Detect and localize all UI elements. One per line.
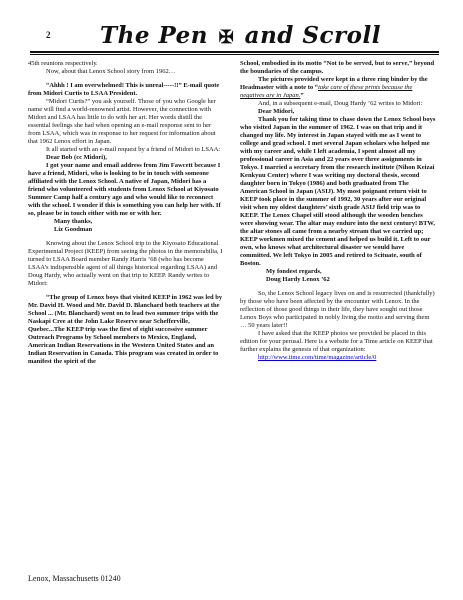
masthead-word-scroll: Scroll — [302, 22, 381, 49]
letter-closing: My fondest regards, — [266, 268, 322, 275]
quote-paragraph: School, embodied in its motto “Not to be served, but to serve,” beyond the boundaries of the campus. — [240, 60, 435, 75]
left-column — [28, 60, 224, 366]
letter-salutation: Dear Bob (cc Midori), — [46, 154, 107, 161]
time-article-link[interactable]: http://www.time.com/time/magazine/article/0 — [258, 354, 377, 361]
quote-paragraph: “Ahhh ! I am overwhelmed! This is unreal-----!!” E-mail quote from Midori Curtis to LSAA President. — [28, 82, 220, 97]
letter-closing: Many thanks, — [54, 218, 93, 225]
paragraph: Knowing about the Lenox School trip to the Kiyosato Educational Experimental Project (KEEP) from seeing the photos in the memorabilia, I turned to LSAA Board member Randy Harris ’68 (who has become LSAA’s indispensible agent of all things historical regarding LSAA) and Doug Hardy, who actually went on that trip to KEEP. Randy writes to Midori: — [28, 240, 223, 287]
paragraph: So, the Lenox School legacy lives on and is resurrected (thankfully) by those who have been affected by the encounter with Lenox. In the reflection of those good things in their life, they have sought out those Lenox Boys who participated in nobly living the motto and serving them … 50 years later!! — [240, 290, 435, 329]
right-column — [240, 60, 436, 362]
cross-emblem-icon: ✠ — [218, 27, 235, 48]
page-number: 2 — [46, 30, 51, 40]
paragraph: “Midori Curtis?” you ask yourself. Those of you who Google her name will find a world-renowned artist. However, the connection with Midori and LSAA has little to do with her art. Her words distill the essential feelings she had when opening an e-mail response sent to her from LSAA, which was in response to her request for information about that 1962 Lenox effort in Japan. — [28, 98, 216, 145]
quote-paragraph: “The group of Lenox boys that visited KEEP in 1962 was led by Mr. David H. Wood and Mr. David D. Blanchard both teachers at the School ... (Mr. Blanchard) went on to lead two summer trips with the Naskapi Cree at the John Lake Reserve near Schefferville, Quebec...The KEEP trip was the first of eight successive summer Outreach Programs by School members to Mexico, England, American Indian Reservations in the Western United States and an Indian Reservation in Canada. This program was created in order to manifest the spirit of the — [28, 294, 223, 365]
letter-body: Thank you for taking time to chase down the Lenox School boys who visited Japan in the summer of 1962. I was on that trip and it changed my life. My interest in Japan stayed with me as I went to college and grad school. I met several Japan scholars who helped me with my career and, while I left academia, I spent almost all my professional career in Asia and 22 years over three assignments in Tokyo. I married a secretary from the research institute (Nihon Keizai Kenkyuu Center) where I was writing my doctoral thesis, second daughter born in Tokyo (1986) and both graduated from The American School in Japan (ASIJ). My most poignant return visit to KEEP took place in the summer of 1992, 30 years after our original visit when my oldest daughters’ sixth grade ASIJ field trip was to KEEP. The Lenox Chapel still stood although the wooden benches were showing wear. The altar may endure into the next century! BTW, the altar stones all came from a nearby stream that we carried up; KEEP workmen mixed the cement and helped us build it. Left to our own, who knows what architectural disaster we would have committed. We left Tokyo in 2005 and retired to Scituate, south of Boston. — [240, 116, 436, 267]
letter-signature: Doug Hardy Lenox ’62 — [266, 276, 330, 283]
masthead-title — [100, 22, 430, 50]
masthead-word-the: The — [100, 22, 150, 49]
masthead-word-pen: Pen — [158, 22, 209, 49]
masthead-word-and: and — [244, 22, 294, 49]
footer-address: Lenox, Massachusetts 01240 — [28, 574, 121, 583]
paragraph: It all started with an e-mail request by a friend of Midori to LSAA: — [46, 146, 221, 153]
paragraph: The pictures provided were kept in a three ring binder by the Headmaster with a note to “take care of these prints because the negatives are in Japan.” — [240, 76, 428, 99]
paragraph: I have asked that the KEEP photos we provided be placed in this edition for your perusal. Here is a website for a Time article on KEEP that further explains the genesis of that organization: — [240, 330, 433, 353]
paragraph: And, in a subsequent e-mail, Doug Hardy ’62 writes to Midori: — [258, 100, 423, 107]
letter-salutation: Dear Midori, — [258, 108, 295, 115]
masthead-rule-thin — [30, 54, 439, 55]
paragraph: Now, about that Lenox School story from 1962… — [46, 68, 176, 75]
paragraph: 45th reunions respectively. — [28, 60, 98, 67]
letter-body: I got your name and email address from Jim Fawcett because I have a friend, Midori, who is looking to be in touch with someone affiliated with the Lenox School. A native of Japan, Midori has a friend who volunteered with students from Lenox School at Kiyosato Summer Camp half a century ago and who would like to reconnect with the school. I wonder if this is something you can help her with. If so, please be in touch either with me or with her. — [28, 162, 221, 217]
masthead-rule — [30, 51, 439, 53]
letter-signature: Liz Goodman — [54, 226, 93, 233]
